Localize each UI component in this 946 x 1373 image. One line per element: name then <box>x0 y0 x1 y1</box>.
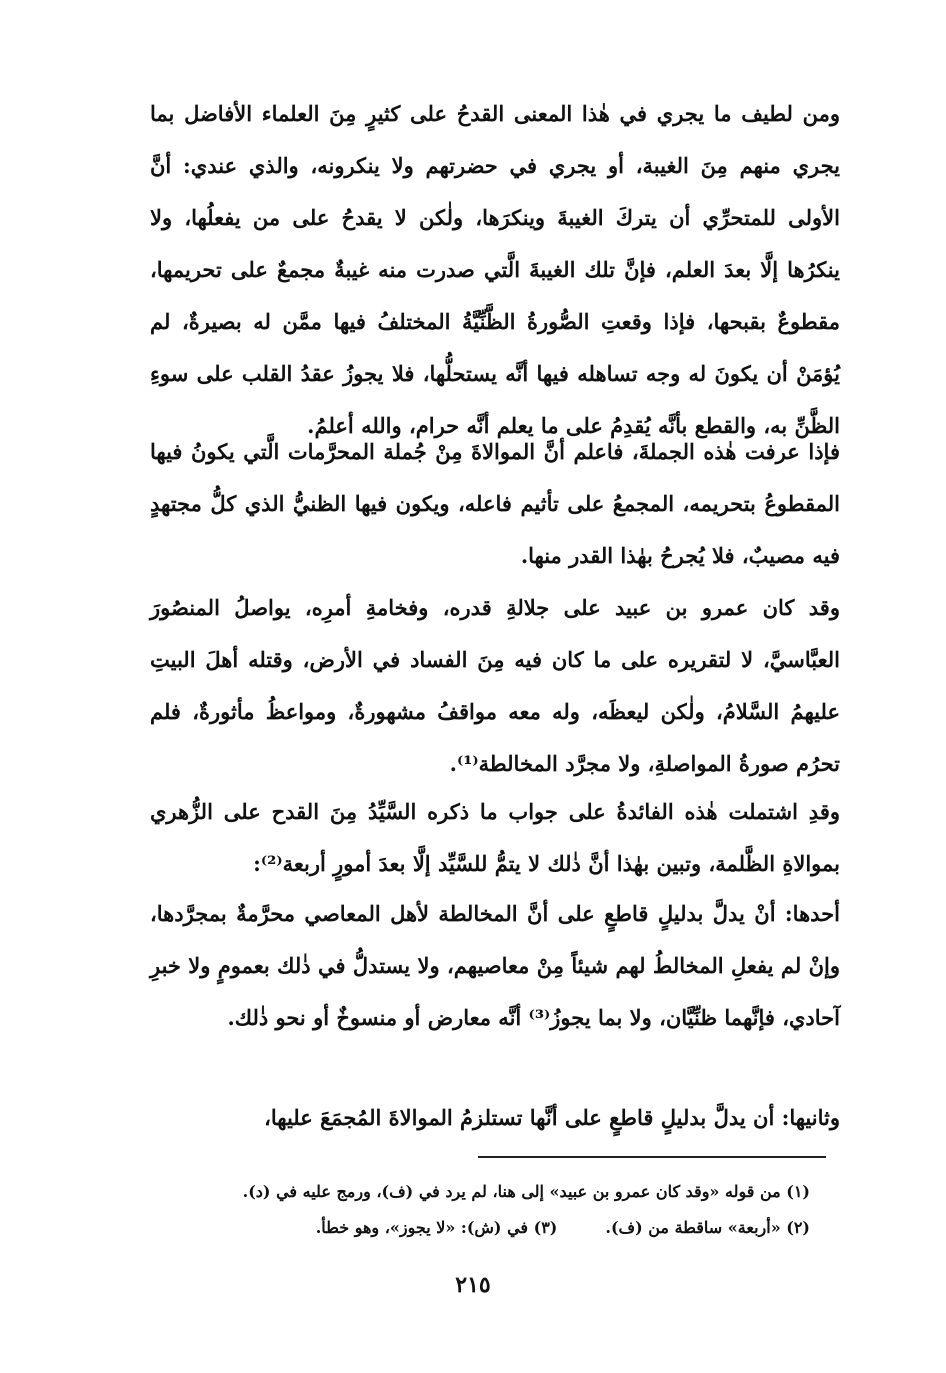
paragraph-6: وثانيها: أن يدلَّ بدليلٍ قاطعٍ على أنَّها تستلزمُ الموالاةَ المُجمَعَ عليها، <box>264 1105 840 1130</box>
footnote-row-2 <box>150 1212 810 1244</box>
footnote-divider <box>478 1156 826 1158</box>
paragraph-5: أحدها: أنْ يدلَّ بدليلٍ قاطعٍ على أنَّ المخالطة لأهل المعاصي محرَّمةٌ بمجرَّدها، وإنْ لم يفعلِ المخالطُ لهم شيئاً مِنْ معاصيهم، ولا يستدلُّ في ذٰلك بعمومٍ ولا خبرِ آحادي، فإنَّهما ظنِّيَّان، ولا بما يجوزُ⁽³⁾ أنَّه معارض أو منسوخٌ أو نحو ذٰلك. <box>150 901 840 1030</box>
paragraph-2: فإذا عرفت هٰذه الجملةَ، فاعلم أنَّ الموالاةَ مِنْ جُملة المحرَّمات الَّتي يكونُ فيها المقطوعُ بتحريمه، المجمعُ على تأثيم فاعله، ويكون فيها الظنيُّ الذي كلُّ مجتهدٍ فيه مصيبٌ، فلا يُجرحُ بهٰذا القدر منها. <box>150 439 840 568</box>
footnote-1: (١) من قوله «وقد كان عمرو بن عبيد» إلى هنا، لم يرد في (ف)، ورمج عليه في (د). <box>242 1182 810 1201</box>
paragraph-4: وقدِ اشتملت هٰذه الفائدةُ على جواب ما ذكره السَّيِّدُ مِنَ القدح على الزُّهري بموالاةِ الظَّلمة، وتبين بهٰذا أنَّ ذٰلك لا يتمُّ للسَّيِّد إلَّا بعدَ أمورٍ أربعة⁽²⁾: <box>150 799 840 876</box>
page-number: ٢١٥ <box>455 1272 491 1298</box>
paragraph-1: ومن لطيف ما يجري في هٰذا المعنى القدحُ على كثيرٍ مِنَ العلماء الأفاضل بما يجري منهم مِنَ الغيبة، أو يجري في حضرتهم ولا ينكرونه، والذي عندي: أنَّ الأولى للمتحرِّي أن يتركَ الغيبةَ وينكرَها، ولٰكن لا يقدحُ على من يفعلُها، ولا ينكرُها إلَّا بعدَ العلم، فإنَّ تلك الغيبةَ الَّتي صدرت منه غيبةٌ مجمعٌ على تحريمها، مقطوعٌ بقبحها، فإذا وقعتِ الصُّورةُ الظَّنِّيَّةُ المختلفُ فيها ممَّن له بصيرةٌ، لم يُؤمَنْ أن يكونَ له وجه تساهله فيها أنَّه يستحلُّها، فلا يجوزُ عقدُ القلب على سوءِ الظَّنِّ به، والقطع بأنَّه يُقدِمُ على ما يعلم أنَّه حرام، والله أعلمُ. <box>150 101 840 438</box>
footnote-3: (٣) في (ش): «لا يجوز»، وهو خطأ. <box>315 1218 558 1237</box>
paragraph-3: وقد كان عمرو بن عبيد على جلالةِ قدره، وفخامةِ أمرِه، يواصلُ المنصُورَ العبَّاسيَّ، لا لتقريره على ما كان فيه مِنَ الفساد في الأرض، وقتله أهلَ البيتِ عليهمُ السَّلامُ، ولٰكن ليعظَه، وله معه مواقفُ مشهورةٌ، ومواعظُ مأثورةٌ، فلم تحرُم صورةُ المواصلةِ، ولا مجرَّد المخالطة⁽¹⁾. <box>150 595 840 776</box>
footnote-2: (٢) «أربعة» ساقطة من (ف). <box>605 1218 810 1237</box>
